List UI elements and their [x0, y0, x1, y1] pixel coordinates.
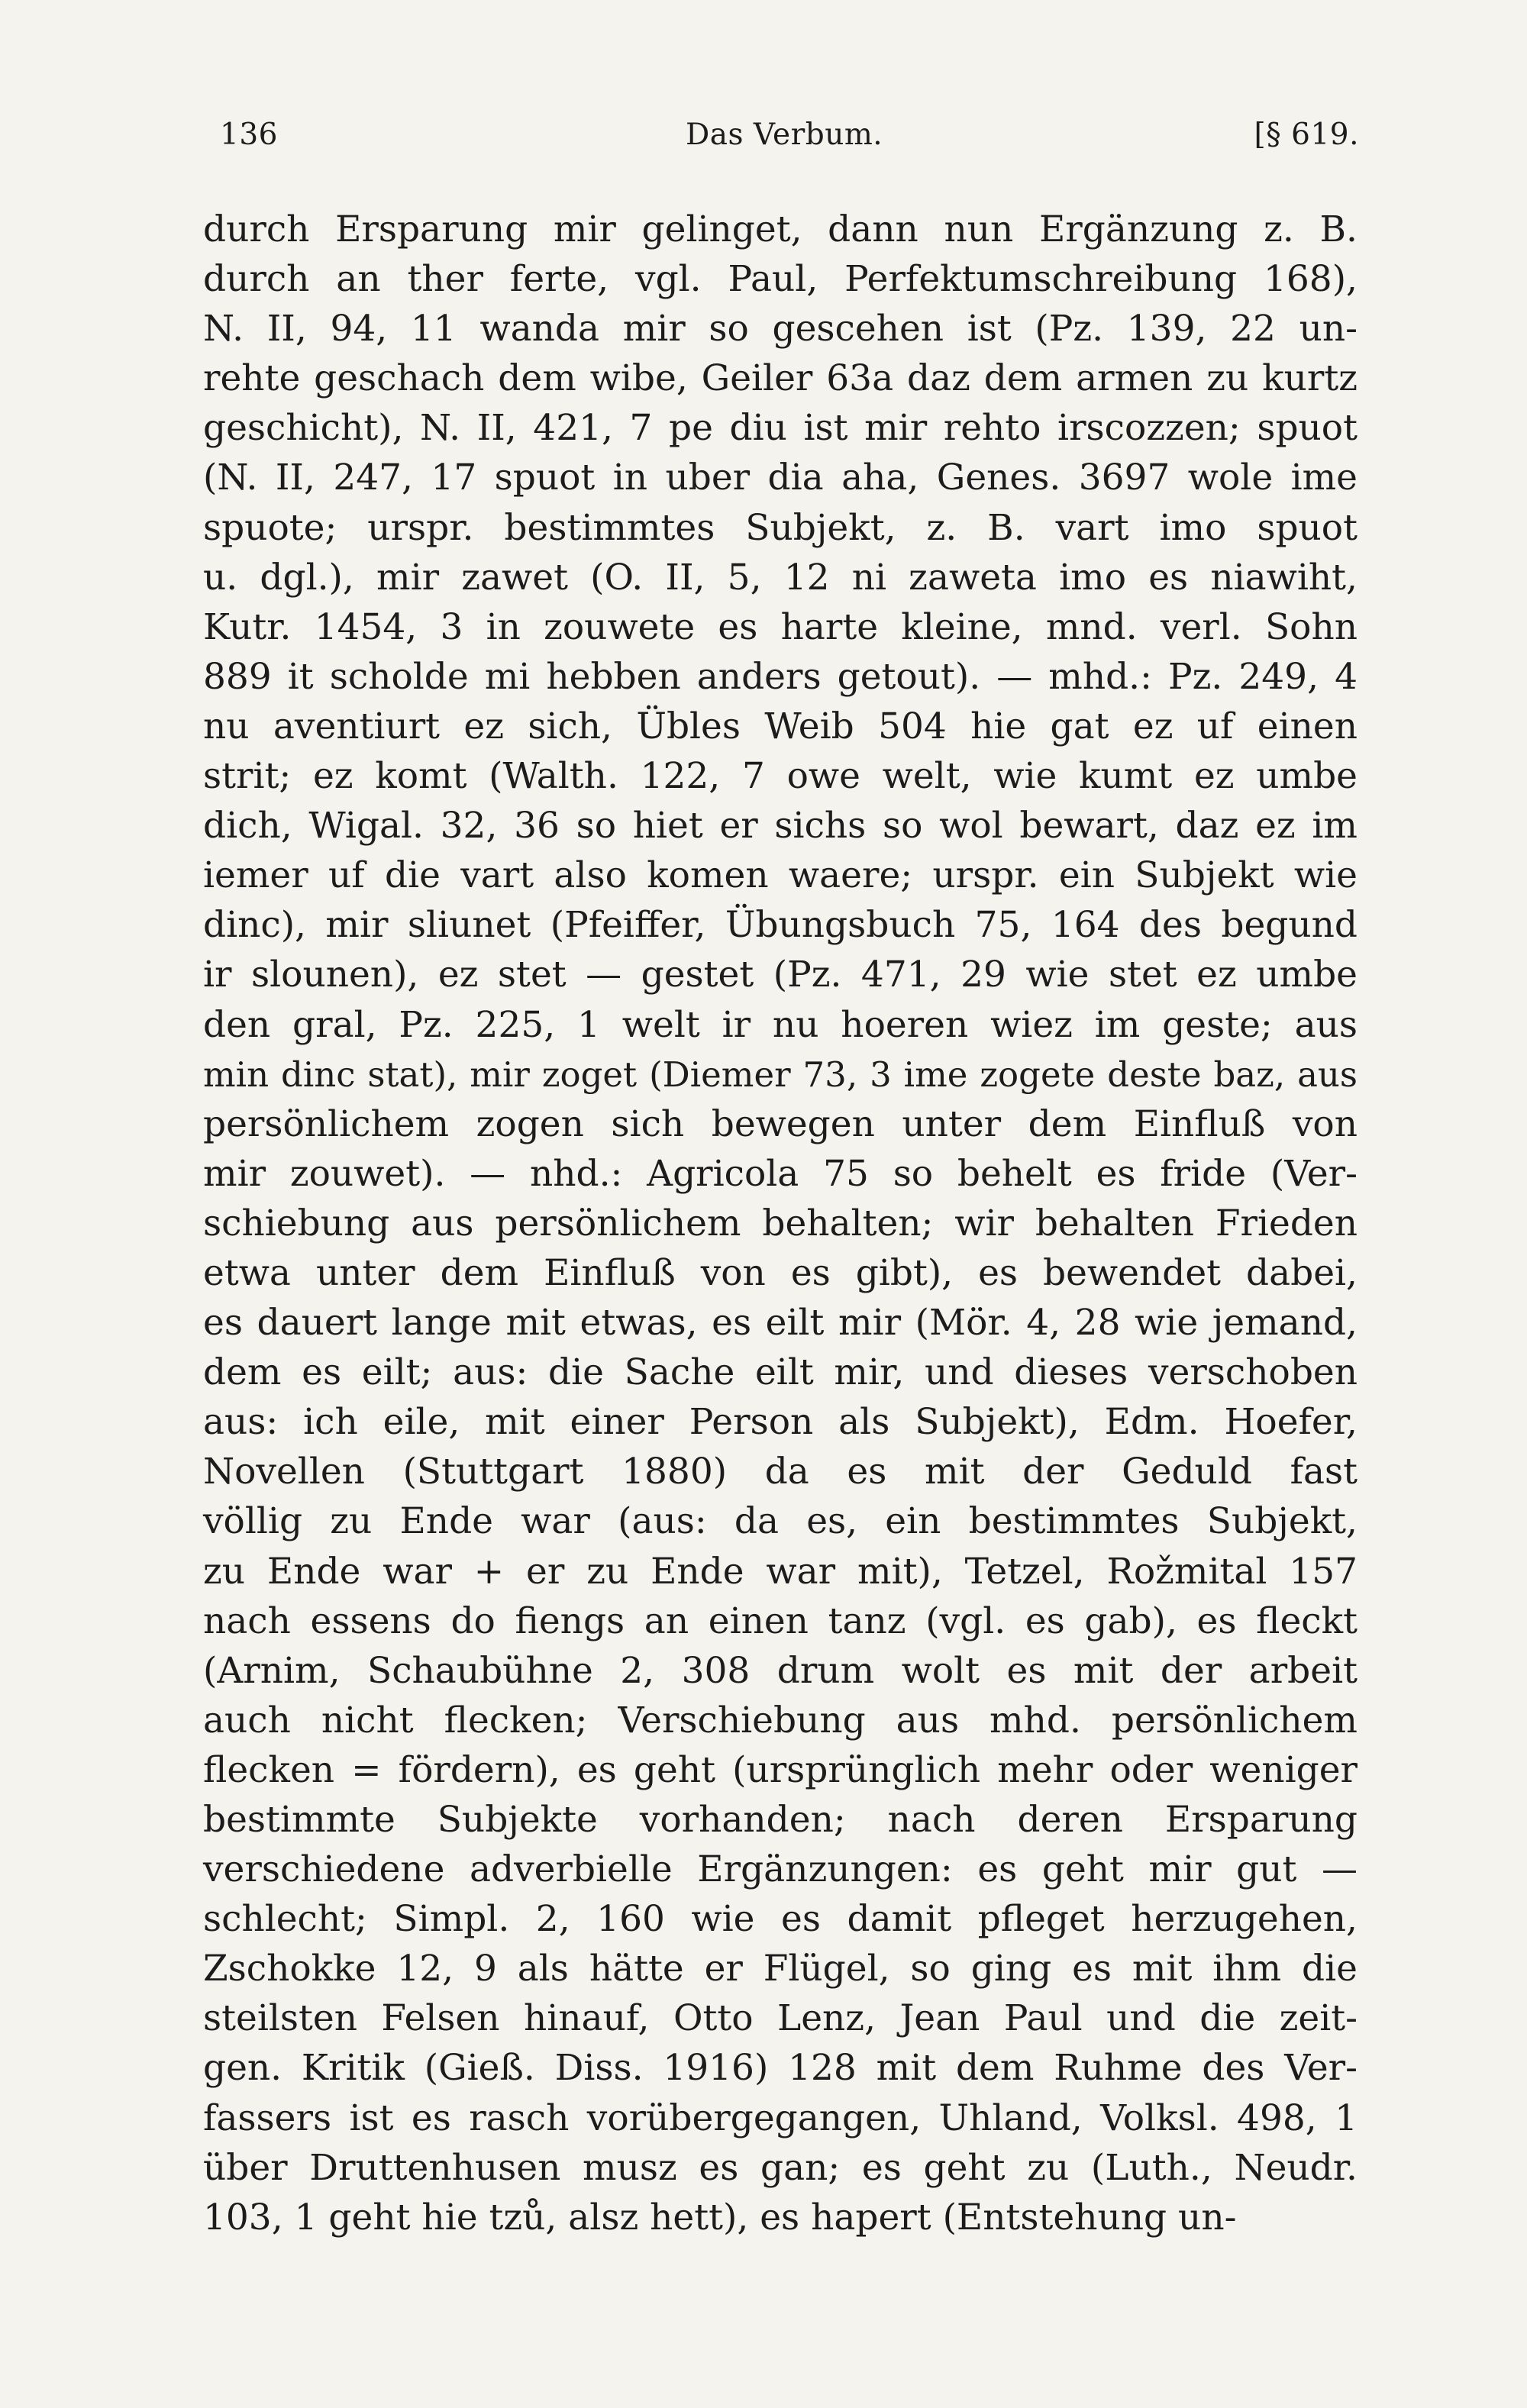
text-line: dich, Wigal. 32, 36 so hiet er sichs so wol bewart, daz ez im: [203, 805, 1358, 847]
text-line: über Druttenhusen musz es gan; es geht zu (Luth., Neudr.: [203, 2146, 1358, 2189]
text-line: auch nicht flecken; Verschiebung aus mhd. persönlichem: [203, 1699, 1358, 1741]
text-line: fassers ist es rasch vorübergegangen, Uhland, Volksl. 498, 1: [203, 2097, 1358, 2139]
text-line: nach essens do fiengs an einen tanz (vgl. es gab), es fleckt: [203, 1599, 1358, 1642]
running-head: [220, 105, 1365, 159]
text-line: dem es eilt; aus: die Sache eilt mir, und dieses verschoben: [203, 1351, 1358, 1394]
section-reference: [§ 619.: [1254, 118, 1359, 152]
text-line: iemer uf die vart also komen waere; urspr. ein Subjekt wie: [203, 854, 1358, 897]
text-line: u. dgl.), mir zawet (O. II, 5, 12 ni zaweta imo es niawiht,: [203, 556, 1358, 599]
text-line: gen. Kritik (Gieß. Diss. 1916) 128 mit dem Ruhme des Ver-: [203, 2047, 1358, 2090]
text-line: (Arnim, Schaubühne 2, 308 drum wolt es mit der arbeit: [203, 1649, 1358, 1692]
text-line: den gral, Pz. 225, 1 welt ir nu hoeren wiez im geste; aus: [203, 1003, 1358, 1046]
text-line: Zschokke 12, 9 als hätte er Flügel, so ging es mit ihm die: [203, 1948, 1358, 1990]
text-line: nu aventiurt ez sich, Übles Weib 504 hie gat ez uf einen: [203, 705, 1358, 747]
text-line: (N. II, 247, 17 spuot in uber dia aha, Genes. 3697 wole ime: [203, 457, 1358, 499]
running-title: Das Verbum.: [686, 118, 883, 152]
text-line: Kutr. 1454, 3 in zouwete es harte kleine, mnd. verl. Sohn: [203, 605, 1358, 648]
page-number: 136: [220, 118, 278, 152]
text-line: völlig zu Ende war (aus: da es, ein bestimmtes Subjekt,: [203, 1500, 1358, 1543]
text-line: dinc), mir sliunet (Pfeiffer, Übungsbuch 75, 164 des begund: [203, 904, 1358, 947]
text-line: durch an ther ferte, vgl. Paul, Perfektumschreibung 168),: [203, 258, 1358, 301]
text-line: ir slounen), ez stet — gestet (Pz. 471, 29 wie stet ez umbe: [203, 954, 1358, 996]
text-line: mir zouwet). — nhd.: Agricola 75 so behelt es fride (Ver-: [203, 1152, 1358, 1195]
text-line: bestimmte Subjekte vorhanden; nach deren Ersparung: [203, 1799, 1358, 1841]
text-line: schiebung aus persönlichem behalten; wir behalten Frieden: [203, 1202, 1358, 1244]
text-line: schlecht; Simpl. 2, 160 wie es damit pfleget herzugehen,: [203, 1898, 1358, 1941]
text-line: aus: ich eile, mit einer Person als Subjekt), Edm. Hoefer,: [203, 1401, 1358, 1444]
text-line: es dauert lange mit etwas, es eilt mir (Mör. 4, 28 wie jemand,: [203, 1302, 1358, 1344]
text-line: strit; ez komt (Walth. 122, 7 owe welt, wie kumt ez umbe: [203, 755, 1358, 798]
text-line: min dinc stat), mir zoget (Diemer 73, 3 ime zogete deste baz, aus: [203, 1054, 1358, 1095]
text-line: zu Ende war + er zu Ende war mit), Tetzel, Rožmital 157: [203, 1550, 1358, 1593]
text-line: flecken = fördern), es geht (ursprünglich mehr oder weniger: [203, 1748, 1358, 1791]
text-line: etwa unter dem Einfluß von es gibt), es bewendet dabei,: [203, 1251, 1358, 1294]
text-line: 103, 1 geht hie tzů, alsz hett), es hapert (Entstehung un-: [203, 2196, 1237, 2239]
body-text: [203, 205, 1358, 2242]
text-line: steilsten Felsen hinauf, Otto Lenz, Jean Paul und die zeit-: [203, 1997, 1358, 2040]
text-line: Novellen (Stuttgart 1880) da es mit der Geduld fast: [203, 1451, 1358, 1493]
text-line: durch Ersparung mir gelinget, dann nun Ergänzung z. B.: [203, 208, 1358, 250]
text-line: geschicht), N. II, 421, 7 pe diu ist mir rehto irscozzen; spuot: [203, 407, 1358, 450]
text-line: verschiedene adverbielle Ergänzungen: es geht mir gut —: [203, 1848, 1358, 1891]
text-line: spuote; urspr. bestimmtes Subjekt, z. B. vart imo spuot: [203, 506, 1358, 549]
text-line: 889 it scholde mi hebben anders getout). — mhd.: Pz. 249, 4: [203, 655, 1358, 698]
text-line: N. II, 94, 11 wanda mir so gescehen ist (Pz. 139, 22 un-: [203, 308, 1358, 350]
text-line: persönlichem zogen sich bewegen unter dem Einfluß von: [203, 1102, 1358, 1145]
text-line: rehte geschach dem wibe, Geiler 63a daz dem armen zu kurtz: [203, 357, 1358, 400]
